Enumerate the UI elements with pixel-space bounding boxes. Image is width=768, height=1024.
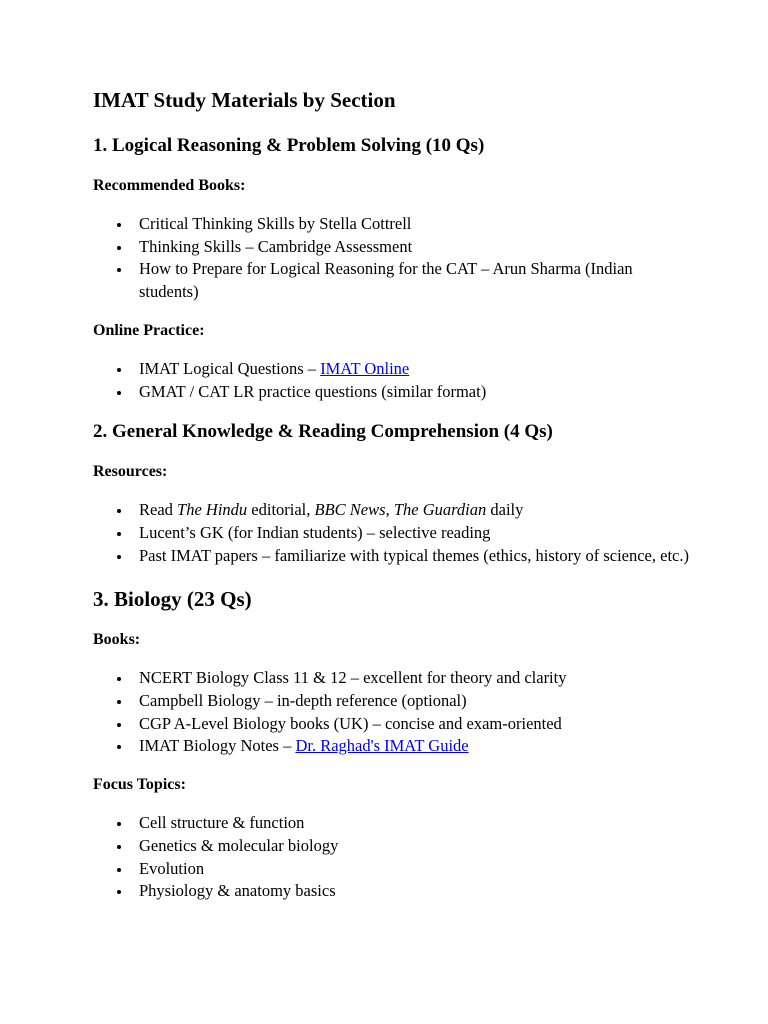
section-heading-general-knowledge: 2. General Knowledge & Reading Comprehension (4 Qs): [93, 421, 553, 443]
page-title: IMAT Study Materials by Section: [93, 88, 396, 112]
list-item: How to Prepare for Logical Reasoning for the CAT – Arun Sharma (Indian students): [139, 258, 693, 303]
source-the-guardian: The Guardian: [393, 500, 487, 520]
list-item: Critical Thinking Skills by Stella Cottrell: [139, 213, 693, 236]
raghad-imat-guide-link[interactable]: Dr. Raghad's IMAT Guide: [295, 736, 469, 756]
list-item-text: ,: [385, 500, 394, 520]
list-item: CGP A-Level Biology books (UK) – concise and exam-oriented: [139, 713, 693, 736]
document-page: [93, 86, 693, 903]
list-item: [139, 499, 693, 522]
list-item: Evolution: [139, 858, 693, 881]
list-item: [139, 735, 693, 758]
list-item: Cell structure & function: [139, 812, 693, 835]
list-item: [139, 358, 693, 381]
list-item: Lucent’s GK (for Indian students) – selective reading: [139, 522, 693, 545]
list-item: Genetics & molecular biology: [139, 835, 693, 858]
list-item: Thinking Skills – Cambridge Assessment: [139, 236, 693, 259]
section-heading-biology: 3. Biology (23 Qs): [93, 587, 252, 612]
group-label-focus-topics: Focus Topics:: [93, 776, 186, 794]
list-item-text: daily: [486, 500, 524, 520]
group-label-resources: Resources:: [93, 463, 168, 481]
online-practice-list: [93, 358, 693, 403]
group-label-online-practice: Online Practice:: [93, 321, 205, 339]
recommended-books-list: [93, 213, 693, 304]
group-label-recommended-books: Recommended Books:: [93, 177, 246, 194]
focus-topics-list: [93, 812, 693, 903]
list-item: Physiology & anatomy basics: [139, 880, 693, 903]
section-heading-logical-reasoning: 1. Logical Reasoning & Problem Solving (10 Qs): [93, 135, 485, 156]
list-item-text: IMAT Logical Questions –: [139, 358, 321, 378]
list-item: NCERT Biology Class 11 & 12 – excellent for theory and clarity: [139, 667, 693, 690]
imat-online-link[interactable]: IMAT Online: [320, 358, 410, 378]
group-label-books: Books:: [93, 631, 141, 649]
source-bbc-news: BBC News: [314, 500, 386, 520]
resources-list: [93, 499, 693, 567]
list-item-text: editorial,: [247, 500, 315, 520]
list-item-text: IMAT Biology Notes –: [139, 736, 296, 756]
list-item-text: Read: [139, 500, 178, 520]
list-item: Campbell Biology – in-depth reference (optional): [139, 690, 693, 713]
list-item: Past IMAT papers – familiarize with typical themes (ethics, history of science, etc.): [139, 545, 693, 568]
source-the-hindu: The Hindu: [177, 500, 248, 520]
biology-books-list: [93, 667, 693, 758]
list-item: GMAT / CAT LR practice questions (similar format): [139, 381, 693, 404]
